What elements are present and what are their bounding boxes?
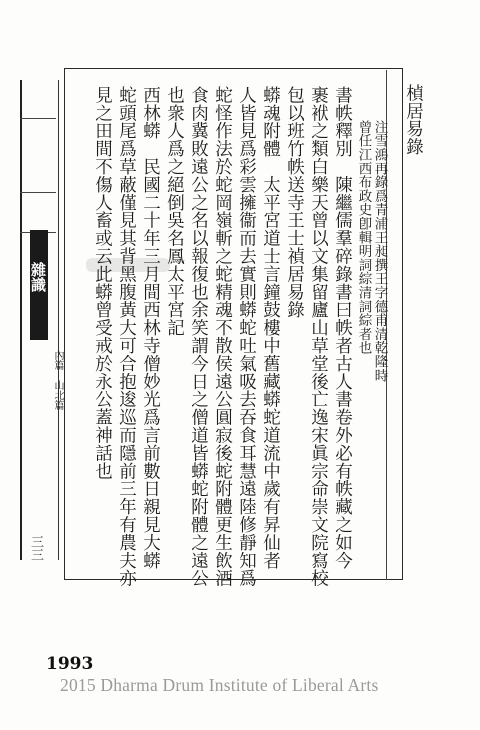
text-column-5: 包以班竹帙送寺王士禎居易錄: [284, 86, 305, 319]
text-column-10: 也衆人爲之絕倒吳名鳳太平宮記: [164, 86, 185, 337]
gutter-subtitle-2: 山北篇: [52, 380, 63, 410]
text-column-4: 裹袱之類白樂天曾以文集留廬山草堂後亡逸宋眞宗命崇文院寫校: [308, 86, 329, 588]
text-column-12: 蛇頭尾爲草蔽僅見其背黑腹黃大可合抱逡巡而隱前三年有農夫亦: [116, 86, 137, 588]
text-column-11: 西林蟒 民國二十年三月間西林寺僧妙光爲言前數日親見大蟒: [140, 86, 161, 570]
gutter-title: 雜識: [29, 262, 47, 292]
text-column-3: 書帙釋別 陳繼儒羣碎錄書曰帙者古人書卷外必有帙藏之如今: [332, 86, 353, 570]
gutter-fold-line: [20, 118, 56, 119]
text-column-6: 蟒魂附體 太平宮道士言鐘鼓樓中舊藏蟒蛇道流中歲有昇仙者: [260, 86, 281, 570]
gutter-folio: 三三: [28, 535, 43, 561]
annotation-line-1: 注雪鴻再錄爲青浦王昶撰王字德甫清乾隆時: [371, 120, 388, 383]
text-column-13: 見之田間不傷人畜或云此蟒曾受戒於永公蓋神話也: [92, 86, 113, 480]
annotation-line-2: 曾任江西布政史卽輯明詞綜清詞綜者也: [355, 120, 372, 355]
gutter-subtitle-1: 內篇: [52, 350, 63, 370]
gutter-fold-line: [20, 192, 56, 193]
page-number: 1993: [46, 654, 94, 674]
copyright-watermark: 2015 Dharma Drum Institute of Liberal Arts: [60, 675, 379, 695]
text-column-8: 蛇怪作法於蛇岡嶺斬之蛇精魂不散侯遠公圓寂後蛇附體更生飲酒: [212, 86, 233, 588]
book-title: 楨居易錄: [403, 84, 424, 156]
text-column-7: 人皆見爲彩雲擁衞而去實則蟒蛇吐氣吸去吞食耳慧遠陸修靜知爲: [236, 86, 257, 588]
text-column-9: 食肉冀敗遠公之名以報復也余笑謂今日之僧道皆蟒蛇附體之遠公: [188, 86, 209, 588]
